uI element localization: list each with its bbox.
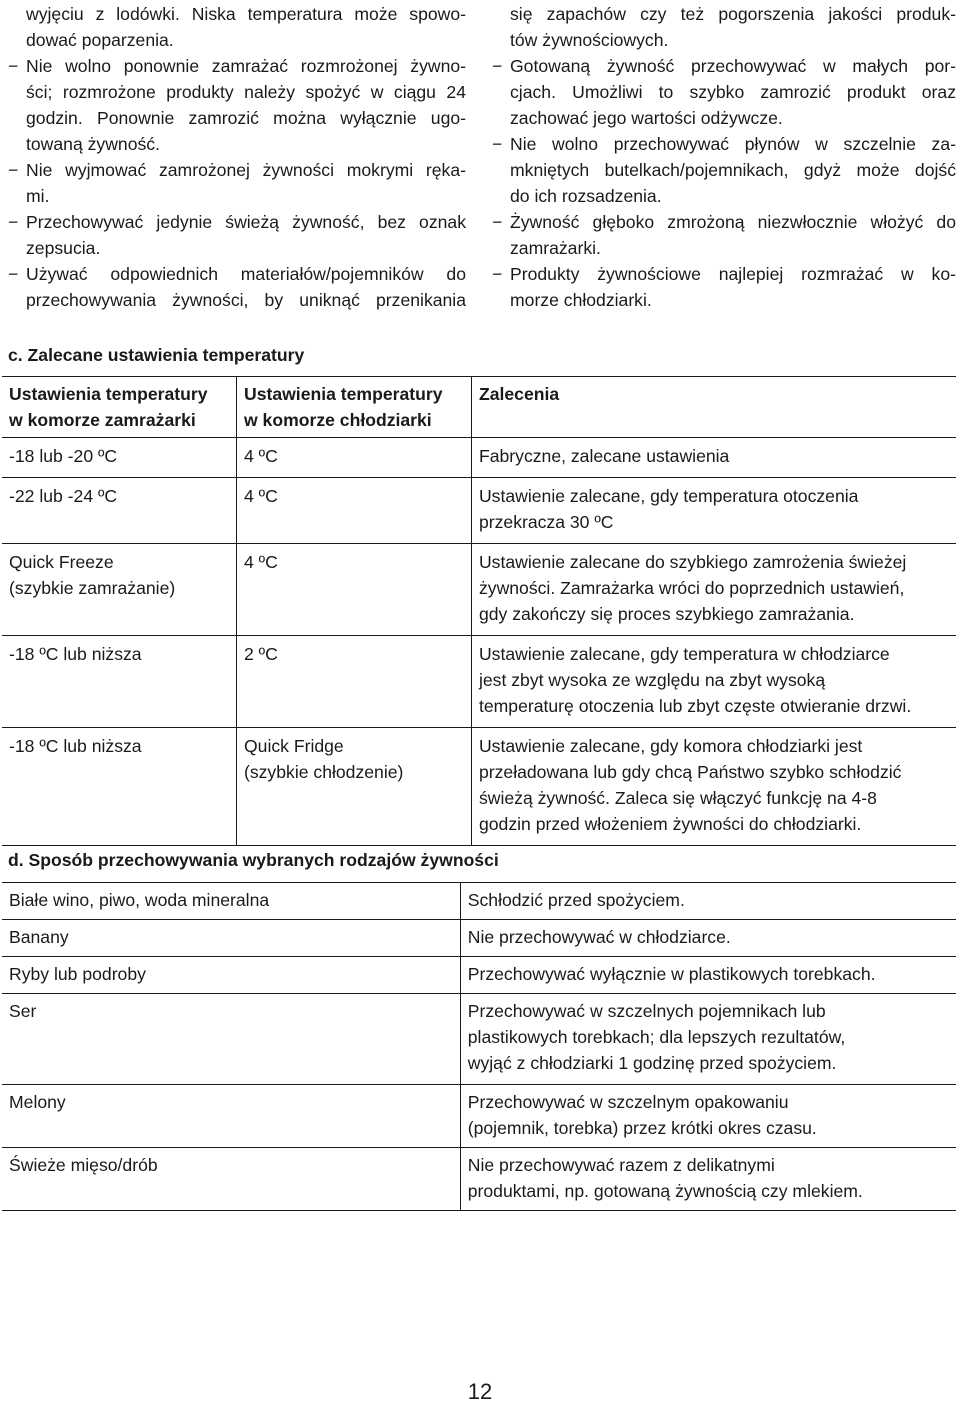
cell-line: 4 ºC: [243, 446, 278, 466]
cell-line: Ustawienie zalecane, gdy komora chłodziarki jest: [478, 736, 863, 756]
table-header-row: [2, 377, 956, 438]
cell-line: 2 ºC: [243, 644, 278, 664]
bullet-dash: −: [492, 56, 503, 76]
text-line: [492, 53, 956, 79]
cell-line: temperaturę otoczenia lub zbyt częste otwieranie drzwi.: [478, 696, 912, 716]
cell-line: (pojemnik, torebka) przez krótki okres czasu.: [467, 1118, 817, 1138]
cell-line: Ustawienie zalecane, gdy temperatura w chłodziarce: [478, 644, 890, 664]
text-line: [8, 131, 466, 157]
cell-line: 4 ºC: [243, 486, 278, 506]
table-row: [2, 728, 956, 846]
cell-line: (szybkie chłodzenie): [243, 762, 404, 782]
cell-line: wyjąć z chłodziarki 1 godzinę przed spożyciem.: [467, 1053, 837, 1073]
table-cell: [2, 636, 236, 728]
text-line: [8, 79, 466, 105]
table-cell: [471, 478, 956, 544]
cell-line: Fabryczne, zalecane ustawienia: [478, 446, 730, 466]
bullet-dash: −: [8, 212, 19, 232]
text-line: [8, 1, 466, 27]
cell-line: przeładowana lub gdy chcą Państwo szybko schłodzić: [478, 762, 902, 782]
line-text: mkniętych butelkach/pojemnikach, gdyż może dojść: [510, 160, 956, 180]
section-d-title: d. Sposób przechowywania wybranych rodzajów żywności: [8, 850, 499, 870]
text-line: [8, 287, 466, 313]
table-cell: [2, 478, 236, 544]
cell-line: Ustawienia temperatury: [243, 384, 443, 404]
text-line: [8, 183, 466, 209]
cell-line: godzin przed włożeniem żywności do chłodziarki.: [478, 814, 862, 834]
cell-line: w komorze chłodziarki: [243, 410, 432, 430]
table-cell: [236, 636, 471, 728]
text-line: [492, 287, 956, 313]
text-line: [8, 105, 466, 131]
line-text: zepsucia.: [26, 238, 101, 258]
cell-line: Ustawienie zalecane do szybkiego zamrożenia świeżej: [478, 552, 907, 572]
cell-line: Quick Fridge: [243, 736, 344, 756]
table-cell: [236, 438, 471, 478]
line-text: się zapachów czy też pogorszenia jakości produk-: [510, 4, 956, 24]
table-row: [2, 920, 956, 957]
line-text: Żywność głęboko zmrożoną niezwłocznie włożyć do: [510, 212, 956, 232]
table-cell: [471, 636, 956, 728]
table-row: [2, 994, 956, 1085]
food-storage-table: [2, 882, 956, 1211]
cell-line: Nie przechowywać razem z delikatnymi: [467, 1155, 775, 1175]
table-row: [2, 636, 956, 728]
cell-line: -22 lub -24 ºC: [9, 486, 118, 506]
table-cell: [471, 438, 956, 478]
line-text: towaną żywność.: [26, 134, 160, 154]
text-line: [492, 209, 956, 235]
cell-line: Przechowywać w szczelnych pojemnikach lub: [467, 1001, 826, 1021]
line-text: Nie wolno ponownie zamrażać rozmrożonej żywno-: [26, 56, 466, 76]
cell-line: świeżą żywność. Zaleca się włączyć funkcję na 4-8: [478, 788, 877, 808]
table-cell: [2, 1148, 460, 1211]
line-text: Nie wolno przechowywać płynów w szczelnie za-: [510, 134, 956, 154]
cell-line: produktami, np. gotowaną żywnością czy mlekiem.: [467, 1181, 863, 1201]
right-text-column: [492, 1, 956, 313]
header-cell: [471, 377, 956, 438]
cell-line: 4 ºC: [243, 552, 278, 572]
text-line: [492, 27, 956, 53]
cell-line: Przechowywać wyłącznie w plastikowych torebkach.: [467, 964, 876, 984]
table-cell: [460, 957, 956, 994]
text-line: [492, 235, 956, 261]
text-line: [492, 131, 956, 157]
text-line: [8, 261, 466, 287]
line-text: cjach. Umożliwi to szybko zamrozić produkt oraz: [510, 82, 956, 102]
text-line: [8, 235, 466, 261]
table-cell: [460, 883, 956, 920]
table-row: [2, 544, 956, 636]
cell-line: Ser: [9, 1001, 37, 1021]
bullet-dash: −: [492, 212, 503, 232]
cell-line: żywności. Zamrażarka wróci do poprzednich ustawień,: [478, 578, 905, 598]
cell-line: Białe wino, piwo, woda mineralna: [9, 890, 270, 910]
cell-line: (szybkie zamrażanie): [9, 578, 176, 598]
line-text: morze chłodziarki.: [510, 290, 652, 310]
section-c-title: c. Zalecane ustawienia temperatury: [8, 345, 305, 365]
cell-line: Świeże mięso/drób: [9, 1155, 158, 1175]
line-text: tów żywnościowych.: [510, 30, 669, 50]
table-cell: [2, 883, 460, 920]
line-text: Używać odpowiednich materiałów/pojemników do: [26, 264, 466, 284]
table-row: [2, 438, 956, 478]
cell-line: Przechowywać w szczelnym opakowaniu: [467, 1092, 789, 1112]
line-text: mi.: [26, 186, 50, 206]
cell-line: w komorze zamrażarki: [9, 410, 196, 430]
cell-line: -18 lub -20 ºC: [9, 446, 118, 466]
header-cell: [236, 377, 471, 438]
cell-line: -18 ºC lub niższa: [9, 644, 142, 664]
line-text: Przechowywać jedynie świeżą żywność, bez oznak: [26, 212, 466, 232]
text-line: [492, 261, 956, 287]
cell-line: -18 ºC lub niższa: [9, 736, 142, 756]
temperature-settings-table: [2, 376, 956, 846]
text-line: [492, 105, 956, 131]
bullet-dash: −: [492, 134, 503, 154]
cell-line: Ustawienie zalecane, gdy temperatura otoczenia: [478, 486, 859, 506]
bullet-dash: −: [8, 264, 19, 284]
bullet-dash: −: [8, 56, 19, 76]
text-line: [8, 53, 466, 79]
table-cell: [460, 920, 956, 957]
bullet-dash: −: [8, 160, 19, 180]
table-cell: [471, 544, 956, 636]
line-text: zachować jego wartości odżywcze.: [510, 108, 783, 128]
table-cell: [460, 1148, 956, 1211]
line-text: przechowywania żywności, by uniknąć przenikania: [26, 290, 466, 310]
table-row: [2, 883, 956, 920]
table-cell: [2, 728, 236, 846]
cell-line: Nie przechowywać w chłodziarce.: [467, 927, 731, 947]
text-line: [8, 157, 466, 183]
header-cell: [2, 377, 236, 438]
cell-line: Zalecenia: [478, 384, 560, 404]
table-cell: [460, 1085, 956, 1148]
table-cell: [236, 728, 471, 846]
line-text: zamrażarki.: [510, 238, 601, 258]
cell-line: gdy zakończy się proces szybkiego zamrażania.: [478, 604, 855, 624]
cell-line: jest zbyt wysoka ze względu na zbyt wysoką: [478, 670, 826, 690]
cell-line: Banany: [9, 927, 69, 947]
bullet-dash: −: [492, 264, 503, 284]
table-row: [2, 1148, 956, 1211]
table-cell: [2, 957, 460, 994]
cell-line: Schłodzić przed spożyciem.: [467, 890, 685, 910]
table-cell: [2, 1085, 460, 1148]
table-cell: [460, 994, 956, 1085]
text-line: [8, 209, 466, 235]
line-text: Gotowaną żywność przechowywać w małych por-: [510, 56, 956, 76]
cell-line: Melony: [9, 1092, 66, 1112]
left-text-column: [8, 1, 466, 313]
text-line: [492, 183, 956, 209]
table-cell: [471, 728, 956, 846]
cell-line: Ustawienia temperatury: [9, 384, 208, 404]
table-cell: [2, 994, 460, 1085]
text-line: [492, 157, 956, 183]
table-row: [2, 478, 956, 544]
line-text: Nie wyjmować zamrożonej żywności mokrymi ręka-: [26, 160, 466, 180]
line-text: do ich rozsadzenia.: [510, 186, 662, 206]
line-text: godzin. Ponownie zamrozić można wyłącznie ugo-: [26, 108, 466, 128]
cell-line: Quick Freeze: [9, 552, 114, 572]
page-number: 12: [467, 1379, 493, 1404]
line-text: dować poparzenia.: [26, 30, 174, 50]
cell-line: przekracza 30 ºC: [478, 512, 614, 532]
text-line: [492, 1, 956, 27]
line-text: ści; rozmrożone produkty należy spożyć w ciągu 24: [26, 82, 466, 102]
table-cell: [2, 920, 460, 957]
line-text: wyjęciu z lodówki. Niska temperatura może spowo-: [26, 4, 466, 24]
text-line: [492, 79, 956, 105]
table-cell: [2, 544, 236, 636]
line-text: Produkty żywnościowe najlepiej rozmrażać w ko-: [510, 264, 956, 284]
table-cell: [236, 478, 471, 544]
table-row: [2, 1085, 956, 1148]
table-cell: [2, 438, 236, 478]
cell-line: plastikowych torebkach; dla lepszych rezultatów,: [467, 1027, 846, 1047]
table-cell: [236, 544, 471, 636]
text-line: [8, 27, 466, 53]
table-row: [2, 957, 956, 994]
cell-line: Ryby lub podroby: [9, 964, 146, 984]
